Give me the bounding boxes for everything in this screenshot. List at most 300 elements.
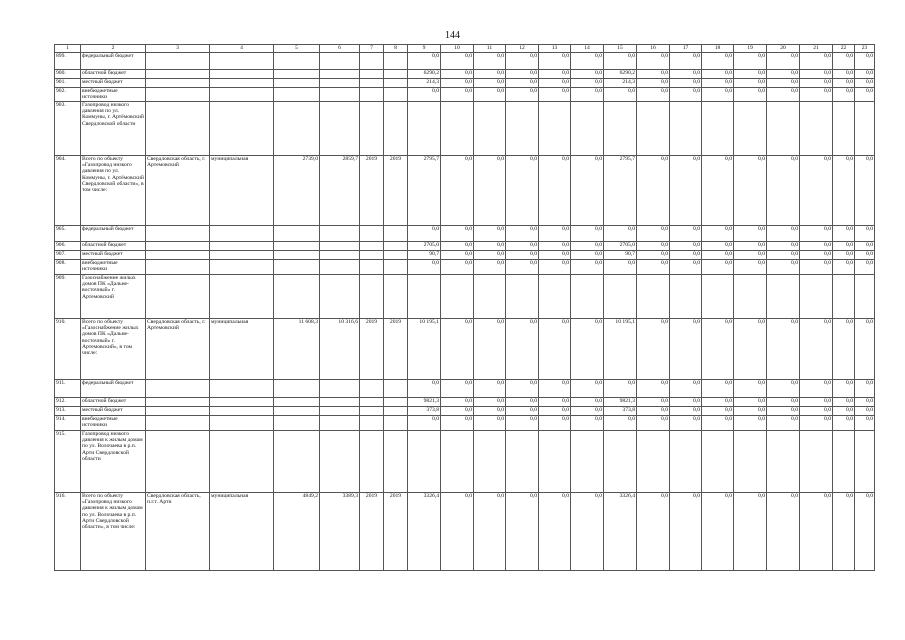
table-cell: 0,0 <box>571 416 604 431</box>
table-cell: областной бюджет <box>81 398 146 407</box>
table-cell <box>360 242 384 251</box>
table-cell <box>800 431 833 493</box>
table-cell: 0,0 <box>855 226 875 242</box>
column-number: 4 <box>210 45 274 53</box>
table-cell <box>210 79 274 88</box>
table-cell: 0,0 <box>637 416 670 431</box>
table-cell: 0,0 <box>833 380 855 398</box>
table-cell: внебюджетные источники <box>81 416 146 431</box>
table-cell: 0,0 <box>441 380 474 398</box>
table-cell <box>360 407 384 416</box>
table-cell: 0,0 <box>734 53 767 70</box>
table-cell: 0,0 <box>833 319 855 380</box>
table-cell: 0,0 <box>474 319 506 380</box>
table-cell <box>571 275 604 319</box>
table-cell: 0,0 <box>637 260 670 275</box>
table-cell: 0,0 <box>539 398 571 407</box>
table-cell <box>146 407 210 416</box>
table-row <box>55 53 875 70</box>
table-cell: 0,0 <box>800 226 833 242</box>
table-cell: 2859,7 <box>320 156 360 226</box>
table-cell: 903. <box>55 102 81 156</box>
table-cell: 0,0 <box>670 319 702 380</box>
table-cell <box>146 226 210 242</box>
table-cell: 0,0 <box>833 251 855 260</box>
table-cell: 0,0 <box>800 380 833 398</box>
table-cell <box>146 102 210 156</box>
column-number: 5 <box>274 45 320 53</box>
table-cell <box>320 251 360 260</box>
budget-table <box>54 44 875 571</box>
table-cell <box>360 398 384 407</box>
table-cell <box>384 380 408 398</box>
table-cell: 0,0 <box>506 79 539 88</box>
table-cell: 0,0 <box>539 251 571 260</box>
table-cell <box>360 102 384 156</box>
table-cell <box>384 70 408 79</box>
table-cell <box>833 431 855 493</box>
page-number: 144 <box>445 30 460 41</box>
table-cell <box>320 88 360 102</box>
table-cell: 0,0 <box>855 156 875 226</box>
column-number: 7 <box>360 45 384 53</box>
table-cell: 0,0 <box>855 251 875 260</box>
table-cell: 0,0 <box>670 260 702 275</box>
table-cell: 0,0 <box>474 380 506 398</box>
column-number: 14 <box>571 45 604 53</box>
table-cell <box>210 242 274 251</box>
column-number: 9 <box>408 45 441 53</box>
table-row <box>55 102 875 156</box>
table-cell <box>833 102 855 156</box>
table-cell: 0,0 <box>833 226 855 242</box>
table-cell: 0,0 <box>702 226 734 242</box>
table-cell: 902. <box>55 88 81 102</box>
table-cell: 0,0 <box>670 70 702 79</box>
table-cell <box>539 102 571 156</box>
table-cell: 0,0 <box>474 226 506 242</box>
table-cell: 0,0 <box>702 251 734 260</box>
table-cell: 0,0 <box>506 242 539 251</box>
table-cell: 912. <box>55 398 81 407</box>
column-number: 22 <box>833 45 855 53</box>
table-cell <box>210 431 274 493</box>
table-cell <box>210 407 274 416</box>
table-cell: 0,0 <box>833 79 855 88</box>
table-cell: 0,0 <box>539 226 571 242</box>
table-cell: 0,0 <box>800 53 833 70</box>
table-cell: 0,0 <box>734 319 767 380</box>
table-cell: 0,0 <box>408 416 441 431</box>
table-cell: 0,0 <box>767 226 800 242</box>
table-cell <box>320 416 360 431</box>
table-cell <box>767 275 800 319</box>
table-cell: Свердловская область, п.г.т. Арти <box>146 493 210 571</box>
table-cell <box>384 398 408 407</box>
table-cell <box>274 242 320 251</box>
table-cell: федеральный бюджет <box>81 380 146 398</box>
table-cell <box>384 416 408 431</box>
table-cell: 0,0 <box>441 260 474 275</box>
column-number: 23 <box>855 45 875 53</box>
table-cell: 3389,3 <box>320 493 360 571</box>
table-cell: 0,0 <box>506 319 539 380</box>
table-cell: 0,0 <box>637 79 670 88</box>
table-cell <box>604 431 637 493</box>
table-cell <box>800 275 833 319</box>
table-cell: 0,0 <box>637 88 670 102</box>
table-cell: 0,0 <box>855 493 875 571</box>
table-cell: 9821,3 <box>604 398 637 407</box>
table-cell <box>210 260 274 275</box>
table-cell: 0,0 <box>734 416 767 431</box>
table-cell <box>441 275 474 319</box>
table-cell: 0,0 <box>670 226 702 242</box>
table-cell: муниципальная <box>210 493 274 571</box>
table-cell: областной бюджет <box>81 70 146 79</box>
table-cell <box>274 79 320 88</box>
table-cell: 0,0 <box>855 242 875 251</box>
table-cell: 0,0 <box>604 226 637 242</box>
table-row <box>55 319 875 380</box>
table-row <box>55 275 875 319</box>
table-cell: 0,0 <box>702 242 734 251</box>
table-row <box>55 251 875 260</box>
column-number: 19 <box>734 45 767 53</box>
table-cell <box>320 70 360 79</box>
column-number: 21 <box>800 45 833 53</box>
table-cell: 0,0 <box>734 251 767 260</box>
table-row <box>55 416 875 431</box>
column-number: 3 <box>146 45 210 53</box>
table-cell <box>800 102 833 156</box>
table-cell: 6290,2 <box>408 70 441 79</box>
table-cell: 0,0 <box>506 380 539 398</box>
table-cell <box>274 226 320 242</box>
table-cell: 0,0 <box>474 79 506 88</box>
table-cell <box>360 260 384 275</box>
table-cell <box>360 275 384 319</box>
table-cell <box>320 226 360 242</box>
table-cell <box>702 102 734 156</box>
table-cell: 2019 <box>360 156 384 226</box>
table-cell <box>320 431 360 493</box>
table-cell: 0,0 <box>506 260 539 275</box>
table-cell: 0,0 <box>670 251 702 260</box>
table-cell <box>539 275 571 319</box>
column-number: 16 <box>637 45 670 53</box>
table-cell <box>637 431 670 493</box>
table-cell: 0,0 <box>506 156 539 226</box>
table-cell: 2795,7 <box>604 156 637 226</box>
table-cell <box>767 431 800 493</box>
table-cell <box>360 88 384 102</box>
table-cell: 0,0 <box>539 380 571 398</box>
table-cell: 0,0 <box>670 88 702 102</box>
table-cell <box>384 102 408 156</box>
column-number: 6 <box>320 45 360 53</box>
table-cell: 0,0 <box>539 88 571 102</box>
table-cell <box>767 102 800 156</box>
table-cell: внебюджетные источники <box>81 88 146 102</box>
table-cell: 0,0 <box>767 416 800 431</box>
table-cell: 0,0 <box>702 380 734 398</box>
table-cell: 908. <box>55 260 81 275</box>
table-cell: 0,0 <box>855 416 875 431</box>
table-cell: 0,0 <box>474 493 506 571</box>
table-cell <box>384 251 408 260</box>
table-cell <box>210 398 274 407</box>
table-cell: 906. <box>55 242 81 251</box>
table-cell <box>274 275 320 319</box>
table-cell <box>146 70 210 79</box>
table-cell: 0,0 <box>441 398 474 407</box>
table-cell: федеральный бюджет <box>81 226 146 242</box>
table-cell: 0,0 <box>800 260 833 275</box>
table-cell <box>274 88 320 102</box>
table-cell: 0,0 <box>670 398 702 407</box>
table-cell: 0,0 <box>833 407 855 416</box>
table-cell <box>637 275 670 319</box>
table-cell <box>702 431 734 493</box>
table-cell <box>146 53 210 70</box>
table-cell: 0,0 <box>441 319 474 380</box>
table-cell: 0,0 <box>474 53 506 70</box>
table-cell <box>384 79 408 88</box>
table-cell: 2019 <box>360 319 384 380</box>
table-cell <box>833 275 855 319</box>
table-cell: 0,0 <box>800 407 833 416</box>
table-cell: 0,0 <box>474 88 506 102</box>
table-cell: 0,0 <box>506 493 539 571</box>
table-cell: 0,0 <box>800 416 833 431</box>
column-number-row <box>55 45 875 53</box>
table-cell: 2739,0 <box>274 156 320 226</box>
table-cell: 0,0 <box>734 156 767 226</box>
table-cell: 0,0 <box>637 493 670 571</box>
table-cell <box>441 431 474 493</box>
table-cell: 0,0 <box>506 88 539 102</box>
table-cell: Всего по объекту «Газоснабжение жилых домов ПК «Дальне-восточный» г. Артемовский», в том числе: <box>81 319 146 380</box>
table-cell: 0,0 <box>855 79 875 88</box>
table-cell <box>320 53 360 70</box>
table-cell: 0,0 <box>833 156 855 226</box>
table-cell <box>210 416 274 431</box>
table-cell: 0,0 <box>539 242 571 251</box>
table-cell: 0,0 <box>734 260 767 275</box>
table-cell <box>210 70 274 79</box>
table-row <box>55 70 875 79</box>
table-cell <box>384 88 408 102</box>
table-cell <box>670 102 702 156</box>
table-cell: 0,0 <box>571 380 604 398</box>
table-cell: 3326,4 <box>604 493 637 571</box>
column-number: 1 <box>55 45 81 53</box>
table-cell: 90,7 <box>408 251 441 260</box>
table-cell: 10 195,1 <box>408 319 441 380</box>
table-cell: местный бюджет <box>81 251 146 260</box>
table-cell: 907. <box>55 251 81 260</box>
table-cell: 0,0 <box>833 416 855 431</box>
table-row <box>55 79 875 88</box>
table-cell <box>474 102 506 156</box>
table-cell <box>274 431 320 493</box>
table-cell: 0,0 <box>800 156 833 226</box>
table-cell: 0,0 <box>670 156 702 226</box>
table-cell: 0,0 <box>637 242 670 251</box>
table-cell <box>408 102 441 156</box>
table-cell: Свердловская область, г. Артемовский <box>146 319 210 380</box>
table-cell: 0,0 <box>539 407 571 416</box>
table-cell: 0,0 <box>734 398 767 407</box>
table-cell: 0,0 <box>637 380 670 398</box>
table-cell: 0,0 <box>670 242 702 251</box>
table-cell <box>274 398 320 407</box>
table-cell: 0,0 <box>539 79 571 88</box>
table-cell: 0,0 <box>571 398 604 407</box>
table-cell: 0,0 <box>800 88 833 102</box>
table-cell <box>274 251 320 260</box>
table-cell: 0,0 <box>800 319 833 380</box>
table-cell <box>320 380 360 398</box>
table-cell: 0,0 <box>441 416 474 431</box>
table-cell: 10 195,1 <box>604 319 637 380</box>
table-cell: 0,0 <box>767 70 800 79</box>
table-cell: 0,0 <box>767 242 800 251</box>
table-cell: 0,0 <box>571 88 604 102</box>
table-cell: 0,0 <box>441 251 474 260</box>
table-cell: 0,0 <box>571 53 604 70</box>
table-cell <box>146 88 210 102</box>
table-cell <box>274 53 320 70</box>
column-number: 20 <box>767 45 800 53</box>
table-cell: 0,0 <box>408 226 441 242</box>
table-cell <box>274 102 320 156</box>
table-cell: 0,0 <box>734 79 767 88</box>
table-cell <box>474 431 506 493</box>
table-cell <box>360 53 384 70</box>
table-cell <box>210 226 274 242</box>
table-cell <box>670 275 702 319</box>
table-row <box>55 380 875 398</box>
table-row <box>55 407 875 416</box>
table-cell: 0,0 <box>800 493 833 571</box>
table-cell: 0,0 <box>539 53 571 70</box>
table-cell: 0,0 <box>571 493 604 571</box>
table-cell <box>855 431 875 493</box>
table-cell: 214,3 <box>604 79 637 88</box>
table-cell <box>146 251 210 260</box>
table-cell <box>571 431 604 493</box>
table-cell: 0,0 <box>702 319 734 380</box>
table-cell <box>360 380 384 398</box>
table-cell: 0,0 <box>637 53 670 70</box>
table-cell: 0,0 <box>539 493 571 571</box>
table-cell <box>146 380 210 398</box>
table-cell: Газопровод низкого давления по ул. Коммуны, г. Артёмовский Свердловской области <box>81 102 146 156</box>
column-number: 13 <box>539 45 571 53</box>
table-cell <box>384 53 408 70</box>
column-number: 17 <box>670 45 702 53</box>
table-cell <box>441 102 474 156</box>
table-cell: 0,0 <box>767 251 800 260</box>
table-row <box>55 431 875 493</box>
table-cell: 0,0 <box>441 53 474 70</box>
table-cell: 3326,4 <box>408 493 441 571</box>
table-cell: 0,0 <box>441 407 474 416</box>
table-cell <box>855 275 875 319</box>
table-cell <box>210 251 274 260</box>
table-cell <box>320 79 360 88</box>
table-cell <box>360 251 384 260</box>
table-cell: 0,0 <box>474 260 506 275</box>
table-cell: 0,0 <box>800 70 833 79</box>
table-cell: 0,0 <box>855 88 875 102</box>
table-cell: 909. <box>55 275 81 319</box>
table-cell: 0,0 <box>734 493 767 571</box>
column-number: 8 <box>384 45 408 53</box>
table-cell: 0,0 <box>474 407 506 416</box>
table-cell: 0,0 <box>670 493 702 571</box>
column-number: 2 <box>81 45 146 53</box>
table-cell: местный бюджет <box>81 407 146 416</box>
table-cell <box>604 275 637 319</box>
table-cell: 910. <box>55 319 81 380</box>
table-row <box>55 88 875 102</box>
table-cell: 0,0 <box>474 156 506 226</box>
table-cell: 0,0 <box>702 70 734 79</box>
table-cell: 0,0 <box>539 260 571 275</box>
table-cell: 0,0 <box>506 251 539 260</box>
table-cell <box>146 79 210 88</box>
table-cell: 90,7 <box>604 251 637 260</box>
table-cell: областной бюджет <box>81 242 146 251</box>
table-cell <box>637 102 670 156</box>
table-row <box>55 242 875 251</box>
table-cell: 0,0 <box>855 319 875 380</box>
table-cell <box>384 275 408 319</box>
table-cell <box>360 226 384 242</box>
table-cell: 2705,0 <box>408 242 441 251</box>
table-cell: 0,0 <box>734 70 767 79</box>
table-cell: 0,0 <box>767 319 800 380</box>
table-row <box>55 493 875 571</box>
table-cell <box>506 102 539 156</box>
table-cell <box>474 275 506 319</box>
table-cell: 0,0 <box>441 226 474 242</box>
table-cell <box>210 275 274 319</box>
table-cell: 0,0 <box>702 407 734 416</box>
table-cell: Всего по объекту «Газопровод низкого давления по ул. Коммуны, г. Артёмовский Свердловской области», в том числе: <box>81 156 146 226</box>
table-cell <box>734 102 767 156</box>
table-cell: 904. <box>55 156 81 226</box>
table-cell: Свердловская область, г. Артемовский <box>146 156 210 226</box>
table-cell: 373,8 <box>604 407 637 416</box>
table-cell: 0,0 <box>800 398 833 407</box>
table-row <box>55 260 875 275</box>
table-cell: 0,0 <box>637 156 670 226</box>
table-cell: 899. <box>55 53 81 70</box>
table-cell <box>702 275 734 319</box>
table-cell: 0,0 <box>855 407 875 416</box>
table-cell <box>210 102 274 156</box>
table-cell <box>274 260 320 275</box>
table-cell: 0,0 <box>670 416 702 431</box>
table-cell: 0,0 <box>637 398 670 407</box>
table-cell: 0,0 <box>767 398 800 407</box>
table-cell <box>146 275 210 319</box>
table-cell: 0,0 <box>767 88 800 102</box>
